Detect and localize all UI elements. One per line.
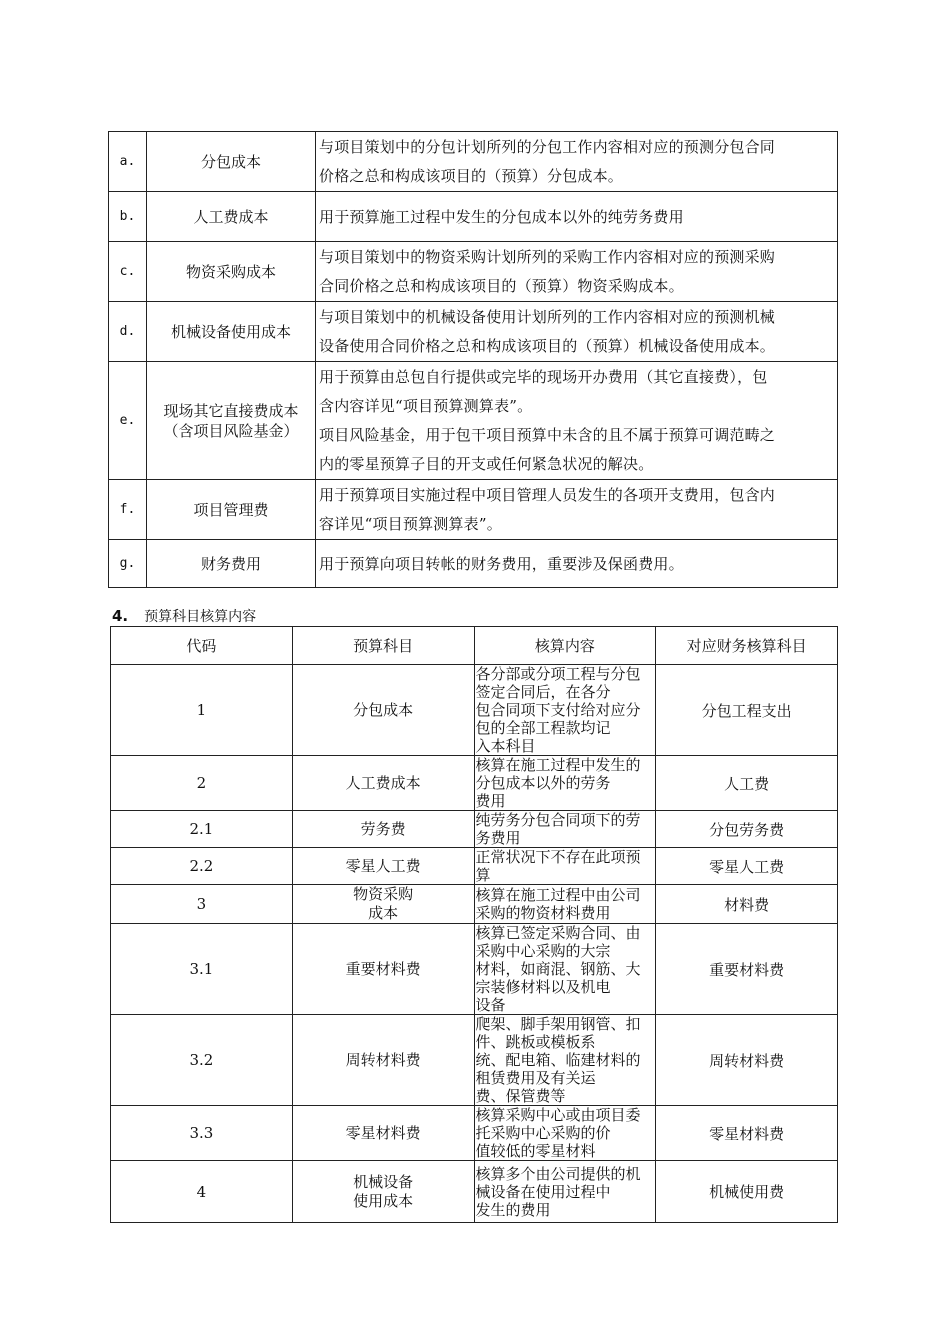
row-code: a. bbox=[109, 132, 147, 192]
row-code: g. bbox=[109, 540, 147, 588]
subject-line: 人工费成本 bbox=[345, 773, 421, 792]
header-account: 对应财务核算科目 bbox=[656, 627, 838, 665]
content-line: 入本科目 bbox=[475, 737, 536, 755]
table-row bbox=[111, 848, 838, 885]
table-row bbox=[111, 1161, 838, 1223]
desc-line: 用于预算向项目转帐的财务费用，重要涉及保函费用。 bbox=[319, 554, 684, 573]
row-name: 物资采购成本 bbox=[147, 242, 316, 302]
subject-line: 使用成本 bbox=[353, 1191, 414, 1210]
cell-content bbox=[474, 924, 656, 1015]
content-line: 材料，如商混、钢筋、大宗装修材料以及机电 bbox=[475, 960, 641, 996]
cell-code: 3.2 bbox=[111, 1015, 293, 1106]
cell-code: 1 bbox=[111, 665, 293, 756]
subject-line: 劳务费 bbox=[360, 819, 406, 838]
row-description bbox=[316, 362, 838, 480]
row-description bbox=[316, 132, 838, 192]
row-name: 分包成本 bbox=[147, 132, 316, 192]
table-row bbox=[109, 540, 838, 588]
content-line: 发生的费用 bbox=[475, 1200, 551, 1219]
table-row bbox=[111, 756, 838, 811]
desc-line: 价格之总和构成该项目的（预算）分包成本。 bbox=[319, 167, 624, 185]
table-row bbox=[109, 242, 838, 302]
table-row bbox=[111, 924, 838, 1015]
subject-line: 零星人工费 bbox=[345, 856, 421, 875]
row-code: e. bbox=[109, 362, 147, 480]
desc-line: 用于预算由总包自行提供或完毕的现场开办费用（其它直接费），包 bbox=[319, 368, 768, 386]
name-line: 现场其它直接费成本 bbox=[163, 401, 299, 420]
cell-account: 分包工程支出 bbox=[656, 665, 838, 756]
cell-content bbox=[474, 756, 656, 811]
row-code: c. bbox=[109, 242, 147, 302]
row-name: 机械设备使用成本 bbox=[147, 302, 316, 362]
cell-subject bbox=[292, 1106, 474, 1161]
cell-account: 机械使用费 bbox=[656, 1161, 838, 1223]
cell-account: 零星人工费 bbox=[656, 848, 838, 885]
cell-code: 4 bbox=[111, 1161, 293, 1223]
table-row bbox=[109, 132, 838, 192]
cell-content bbox=[474, 1106, 656, 1161]
row-code: f. bbox=[109, 480, 147, 540]
header-code: 代码 bbox=[111, 627, 293, 665]
cell-subject bbox=[292, 924, 474, 1015]
content-line: 纯劳务分包合同项下的劳务费用 bbox=[475, 811, 641, 847]
subject-line: 分包成本 bbox=[353, 700, 414, 719]
cell-account: 零星材料费 bbox=[656, 1106, 838, 1161]
subject-line: 零星材料费 bbox=[345, 1123, 421, 1142]
content-line: 核算采购中心或由项目委托采购中心采购的价 bbox=[475, 1106, 641, 1142]
content-line: 值较低的零星材料 bbox=[475, 1142, 596, 1160]
cell-account: 材料费 bbox=[656, 885, 838, 924]
cell-content bbox=[474, 665, 656, 756]
table-row bbox=[111, 665, 838, 756]
content-line: 正常状况下不存在此项预算 bbox=[475, 848, 641, 884]
subject-line: 重要材料费 bbox=[345, 959, 421, 978]
content-line: 各分部或分项工程与分包签定合同后，在各分 bbox=[475, 665, 641, 701]
desc-line: 与项目策划中的分包计划所列的分包工作内容相对应的预测分包合同 bbox=[319, 138, 776, 156]
row-name: 项目管理费 bbox=[147, 480, 316, 540]
desc-line: 与项目策划中的机械设备使用计划所列的工作内容相对应的预测机械 bbox=[319, 308, 776, 326]
cell-subject bbox=[292, 1015, 474, 1106]
section-heading bbox=[112, 606, 256, 626]
section-title: 预算科目核算内容 bbox=[144, 609, 257, 625]
content-line: 爬架、脚手架用钢管、扣件、跳板或模板系 bbox=[475, 1015, 641, 1051]
section-number: 4. bbox=[112, 607, 129, 625]
cell-subject bbox=[292, 1161, 474, 1223]
row-description bbox=[316, 540, 838, 588]
table-row bbox=[111, 811, 838, 848]
cell-code: 3.1 bbox=[111, 924, 293, 1015]
table-row bbox=[109, 480, 838, 540]
content-line: 核算在施工过程中发生的分包成本以外的劳务 bbox=[475, 756, 641, 792]
desc-line: 项目风险基金，用于包干项目预算中未含的且不属于预算可调范畴之 bbox=[319, 426, 776, 444]
cell-subject bbox=[292, 885, 474, 924]
name-line: （含项目风险基金） bbox=[163, 421, 299, 440]
subject-line: 周转材料费 bbox=[345, 1050, 421, 1069]
row-code: b. bbox=[109, 192, 147, 242]
row-description bbox=[316, 192, 838, 242]
subject-line: 成本 bbox=[368, 904, 399, 922]
cell-content bbox=[474, 848, 656, 885]
row-name: 人工费成本 bbox=[147, 192, 316, 242]
cell-account: 重要材料费 bbox=[656, 924, 838, 1015]
table-row bbox=[109, 362, 838, 480]
header-content: 核算内容 bbox=[474, 627, 656, 665]
content-line: 统、配电箱、临建材料的租赁费用及有关运 bbox=[475, 1051, 641, 1087]
row-name bbox=[147, 362, 316, 480]
table-row bbox=[111, 1106, 838, 1161]
cell-account: 人工费 bbox=[656, 756, 838, 811]
desc-line: 与项目策划中的物资采购计划所列的采购工作内容相对应的预测采购 bbox=[319, 248, 776, 266]
cell-code: 2.1 bbox=[111, 811, 293, 848]
cell-subject bbox=[292, 848, 474, 885]
cell-subject bbox=[292, 811, 474, 848]
row-description bbox=[316, 302, 838, 362]
cell-content bbox=[474, 885, 656, 924]
table-row bbox=[109, 302, 838, 362]
cell-subject bbox=[292, 756, 474, 811]
cell-content bbox=[474, 811, 656, 848]
table-row bbox=[109, 192, 838, 242]
cell-code: 3.3 bbox=[111, 1106, 293, 1161]
content-line: 设备 bbox=[475, 996, 506, 1014]
cell-code: 2.2 bbox=[111, 848, 293, 885]
row-code: d. bbox=[109, 302, 147, 362]
content-line: 核算已签定采购合同、由采购中心采购的大宗 bbox=[475, 924, 641, 960]
table-row bbox=[111, 1015, 838, 1106]
desc-line: 用于预算施工过程中发生的分包成本以外的纯劳务费用 bbox=[319, 207, 684, 226]
desc-line: 容详见“项目预算测算表”。 bbox=[319, 515, 502, 533]
table-header-row bbox=[111, 627, 838, 665]
desc-line: 含内容详见“项目预算测算表”。 bbox=[319, 397, 533, 415]
content-line: 费、保管费等 bbox=[475, 1087, 566, 1105]
row-description bbox=[316, 480, 838, 540]
subject-line: 物资采购 bbox=[353, 885, 414, 903]
desc-line: 合同价格之总和构成该项目的（预算）物资采购成本。 bbox=[319, 277, 684, 295]
content-line: 核算多个由公司提供的机械设备在使用过程中 bbox=[475, 1164, 641, 1201]
subject-line: 机械设备 bbox=[353, 1172, 414, 1191]
cell-content bbox=[474, 1015, 656, 1106]
cell-subject bbox=[292, 665, 474, 756]
cell-account: 周转材料费 bbox=[656, 1015, 838, 1106]
header-subject: 预算科目 bbox=[292, 627, 474, 665]
desc-line: 用于预算项目实施过程中项目管理人员发生的各项开支费用，包含内 bbox=[319, 486, 776, 504]
desc-line: 内的零星预算子目的开支或任何紧急状况的解决。 bbox=[319, 455, 654, 473]
account-table bbox=[110, 626, 838, 1223]
content-line: 包合同项下支付给对应分包的全部工程款均记 bbox=[475, 701, 641, 737]
cell-code: 3 bbox=[111, 885, 293, 924]
row-description bbox=[316, 242, 838, 302]
cost-category-table bbox=[108, 131, 838, 588]
cell-code: 2 bbox=[111, 756, 293, 811]
row-name: 财务费用 bbox=[147, 540, 316, 588]
cell-account: 分包劳务费 bbox=[656, 811, 838, 848]
desc-line: 设备使用合同价格之总和构成该项目的（预算）机械设备使用成本。 bbox=[319, 337, 776, 355]
table-row bbox=[111, 885, 838, 924]
cell-content bbox=[474, 1161, 656, 1223]
content-line: 核算在施工过程中由公司采购的物资材料费用 bbox=[475, 886, 641, 922]
content-line: 费用 bbox=[475, 792, 506, 810]
